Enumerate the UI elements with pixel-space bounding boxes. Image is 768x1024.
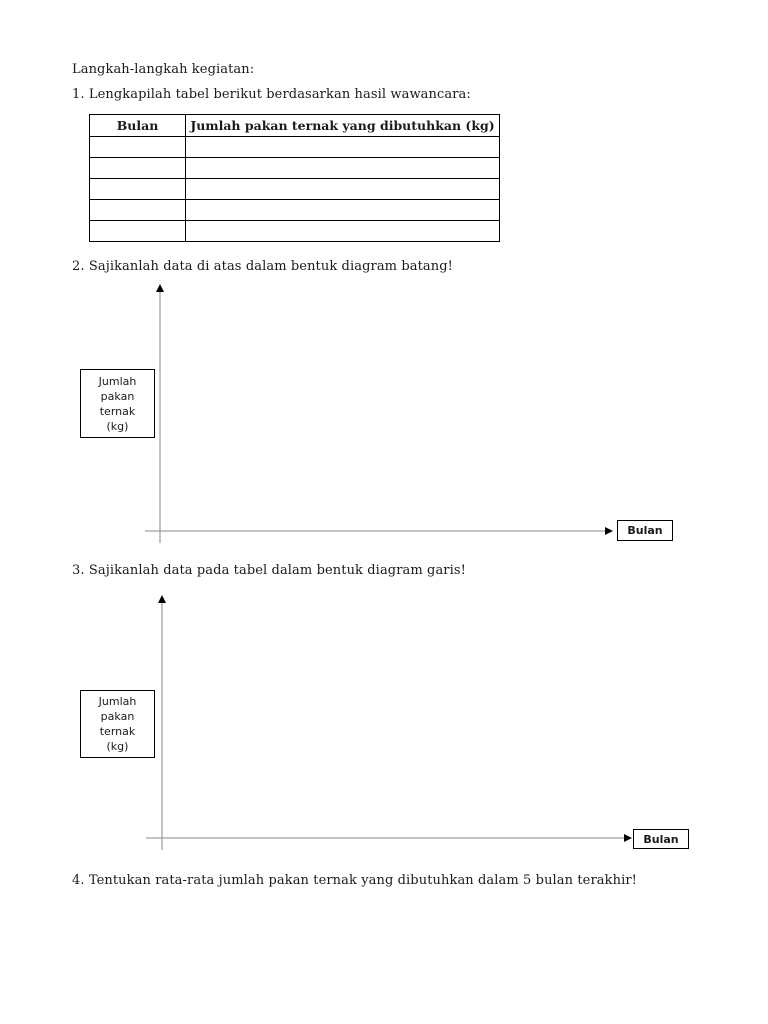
column-header-jumlah-pakan: Jumlah pakan ternak yang dibutuhkan (kg) — [186, 115, 500, 137]
step-2-instruction: 2. Sajikanlah data di atas dalam bentuk diagram batang! — [72, 259, 453, 274]
column-header-bulan: Bulan — [90, 115, 186, 137]
y-label-line: ternak — [99, 725, 136, 738]
step-4-instruction: 4. Tentukan rata-rata jumlah pakan ternak yang dibutuhkan dalam 5 bulan terakhir! — [72, 873, 637, 888]
step-1-instruction: 1. Lengkapilah tabel berikut berdasarkan hasil wawancara: — [72, 87, 471, 102]
bar-chart-x-axis-label: Bulan — [617, 520, 673, 541]
line-chart-x-axis-label: Bulan — [633, 829, 689, 849]
y-label-line: ternak — [99, 404, 136, 418]
y-label-line: pakan — [100, 710, 135, 723]
step-3-instruction: 3. Sajikanlah data pada tabel dalam bentuk diagram garis! — [72, 563, 466, 578]
intro-text: Langkah-langkah kegiatan: — [72, 62, 255, 77]
bar-chart-y-axis-label — [80, 369, 155, 438]
y-label-line: (kg) — [106, 740, 129, 753]
y-label-line: (kg) — [106, 419, 129, 433]
y-label-line: Jumlah — [98, 695, 137, 708]
y-label-line: Jumlah — [98, 374, 137, 388]
line-chart-y-axis-label — [80, 690, 155, 758]
y-label-line: pakan — [100, 389, 135, 403]
